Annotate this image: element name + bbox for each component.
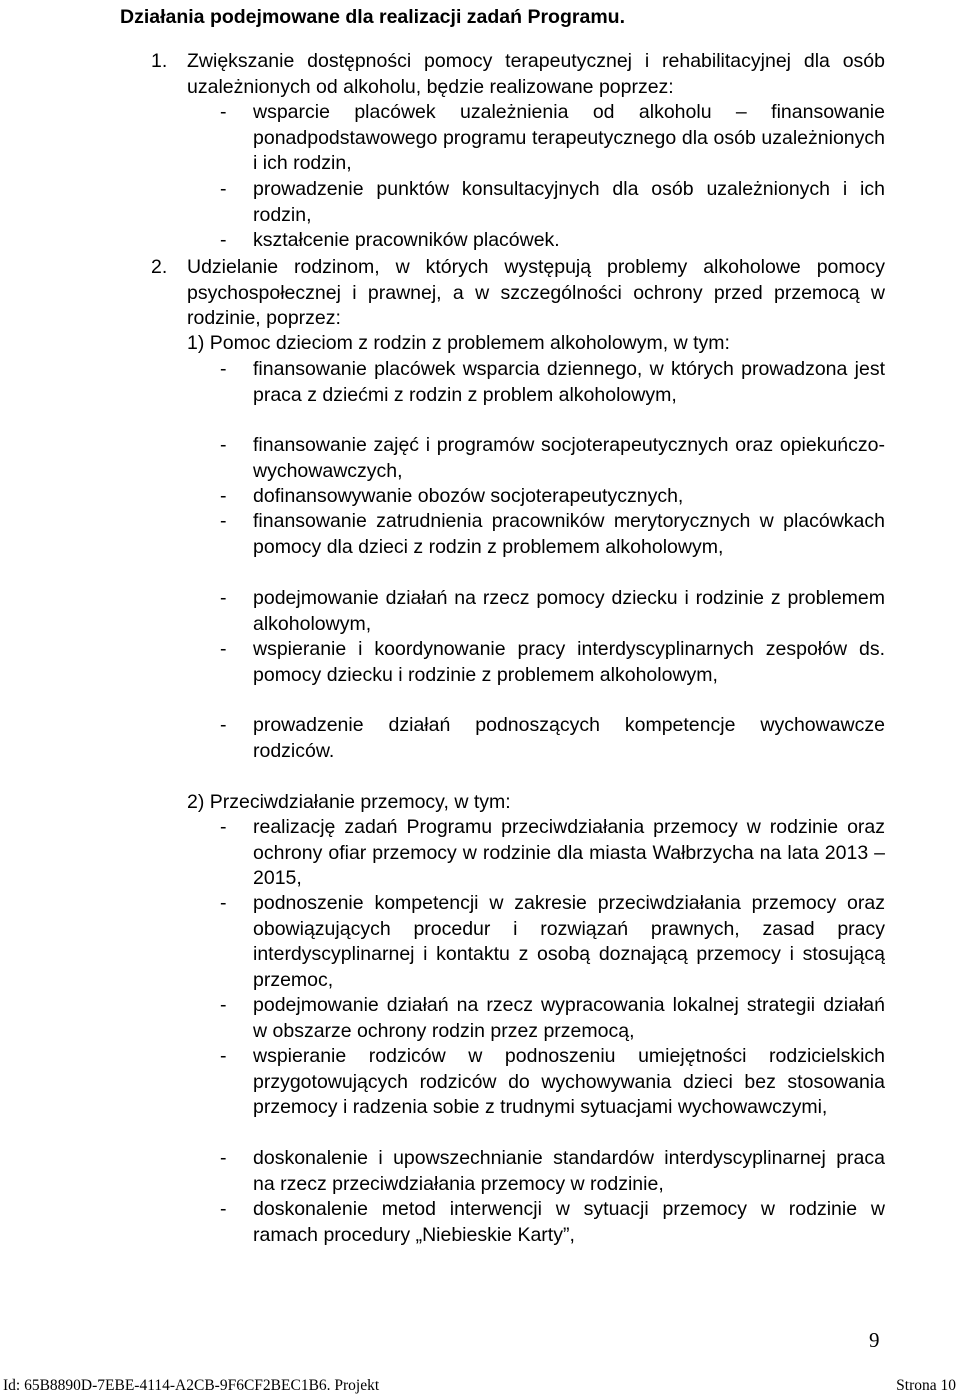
bullet-marker: -: [220, 101, 227, 123]
page-number: 9: [869, 1328, 880, 1352]
bullet-marker: -: [220, 229, 227, 251]
bullet-marker: -: [220, 1147, 227, 1169]
section-heading: Działania podejmowane dla realizacji zadań Programu.: [120, 6, 625, 28]
sub1-bullet-text: finansowanie zajęć i programów socjoterapeutycznych oraz opiekuńczo-wychowawczych,: [253, 434, 885, 482]
bullet-marker: -: [220, 1198, 227, 1220]
item1-bullet-text: kształcenie pracowników placówek.: [253, 229, 560, 251]
sub1-bullet-text: podejmowanie działań na rzecz pomocy dziecku i rodzinie z problemem alkoholowym,: [253, 587, 885, 635]
bullet-marker: -: [220, 178, 227, 200]
sub2-bullet-text: podejmowanie działań na rzecz wypracowania lokalnej strategii działań w obszarze ochrony rodzin przez przemocą,: [253, 994, 885, 1042]
bullet-marker: -: [220, 485, 227, 507]
sub2-bullet-text: wspieranie rodziców w podnoszeniu umiejętności rodzicielskich przygotowujących rodziców do wychowywania dzieci bez stosowania przemocy i radzenia sobie z trudnymi sytuacjami wychowawczymi,: [253, 1045, 885, 1118]
sub1-bullet-text: finansowanie placówek wsparcia dziennego, w których prowadzona jest praca z dziećmi z rodzin z problem alkoholowym,: [253, 358, 885, 406]
bullet-marker: -: [220, 358, 227, 380]
sub2-bullet-text: podnoszenie kompetencji w zakresie przeciwdziałania przemocy oraz obowiązujących procedur i rozwiązań prawnych, zasad pracy interdyscyplinarnej i kontaktu z osobą doznającą przemocy i stosującą przemoc,: [253, 892, 885, 991]
item1-bullet-text: wsparcie placówek uzależnienia od alkoholu – finansowanie ponadpodstawowego programu terapeutycznego dla osób uzależnionych i ich rodzin,: [253, 101, 885, 174]
item1-text: Zwiększanie dostępności pomocy terapeutycznej i rehabilitacyjnej dla osób uzależnionych od alkoholu, będzie realizowane poprzez:: [187, 50, 885, 98]
bullet-marker: -: [220, 510, 227, 532]
bullet-marker: -: [220, 892, 227, 914]
sub2-bullet-text: doskonalenie i upowszechnianie standardów interdyscyplinarnej praca na rzecz przeciwdziałania przemocy w rodzinie,: [253, 1147, 885, 1195]
sub1-bullet-text: wspieranie i koordynowanie pracy interdyscyplinarnych zespołów ds. pomocy dziecku i rodzinie z problemem alkoholowym,: [253, 638, 885, 686]
bullet-marker: -: [220, 816, 227, 838]
sub2-bullet-text: realizację zadań Programu przeciwdziałania przemocy w rodzinie oraz ochrony ofiar przemocy w rodzinie dla miasta Wałbrzycha na lata 2013 – 2015,: [253, 816, 885, 889]
bullet-marker: -: [220, 587, 227, 609]
sub1-bullet-text: prowadzenie działań podnoszących kompetencje wychowawcze rodziców.: [253, 714, 885, 762]
sub1-bullet-text: finansowanie zatrudnienia pracowników merytorycznych w placówkach pomocy dla dzieci z rodzin z problemem alkoholowym,: [253, 510, 885, 558]
item2-number: 2.: [151, 256, 168, 278]
bullet-marker: -: [220, 638, 227, 660]
sub2-label: 2) Przeciwdziałanie przemocy, w tym:: [187, 791, 511, 813]
item1-bullet-text: prowadzenie punktów konsultacyjnych dla osób uzależnionych i ich rodzin,: [253, 178, 885, 226]
bullet-marker: -: [220, 714, 227, 736]
bullet-marker: -: [220, 994, 227, 1016]
item1-number: 1.: [151, 50, 168, 72]
footer-page: Strona 10: [896, 1377, 956, 1394]
item2-text: Udzielanie rodzinom, w których występują problemy alkoholowe pomocy psychospołecznej i prawnej, a w szczególności ochrony przed przemocą w rodzinie, poprzez:: [187, 256, 885, 329]
sub1-label: 1) Pomoc dzieciom z rodzin z problemem alkoholowym, w tym:: [187, 332, 730, 354]
sub2-bullet-text: doskonalenie metod interwencji w sytuacji przemocy w rodzinie w ramach procedury „Niebieskie Karty”,: [253, 1198, 885, 1246]
footer-id: Id: 65B8890D-7EBE-4114-A2CB-9F6CF2BEC1B6. Projekt: [3, 1377, 380, 1394]
sub1-bullet-text: dofinansowywanie obozów socjoterapeutycznych,: [253, 485, 684, 507]
bullet-marker: -: [220, 434, 227, 456]
bullet-marker: -: [220, 1045, 227, 1067]
